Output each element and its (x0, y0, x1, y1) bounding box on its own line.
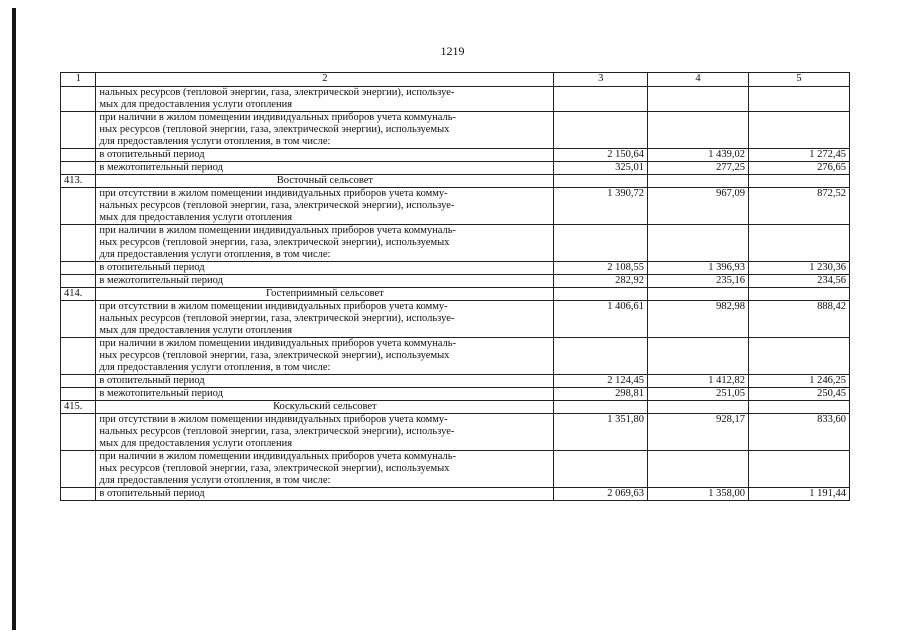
value-col-4 (648, 112, 749, 149)
value-col-4 (648, 87, 749, 112)
value-col-5: 276,65 (748, 162, 849, 175)
header-row (61, 73, 850, 87)
row-description: в отопительный период (96, 149, 554, 162)
value-col-3: 1 390,72 (554, 188, 648, 225)
value-col-4 (648, 451, 749, 488)
value-col-4: 982,98 (648, 301, 749, 338)
row-number-cell (61, 301, 96, 338)
value-col-3 (554, 338, 648, 375)
row-description: нальных ресурсов (тепловой энергии, газа, электрической энергии), используе- мых для предоставления услуги отопления (96, 87, 554, 112)
value-col-5 (748, 112, 849, 149)
section-title: Восточный сельсовет (96, 175, 554, 188)
header-cell-4: 4 (648, 73, 749, 87)
value-col-4 (648, 225, 749, 262)
table-row (61, 301, 850, 338)
section-row (61, 175, 850, 188)
table-row (61, 112, 850, 149)
value-col-3: 282,92 (554, 275, 648, 288)
tariff-table (60, 72, 850, 501)
table-row (61, 188, 850, 225)
row-number-cell (61, 488, 96, 501)
row-description: в отопительный период (96, 375, 554, 388)
row-number-cell (61, 87, 96, 112)
row-description: при отсутствии в жилом помещении индивидуальных приборов учета комму- нальных ресурсов (тепловой энергии, газа, электрической энергии), используе- мых для предоставления услуги отопления (96, 301, 554, 338)
section-empty-cell (748, 288, 849, 301)
section-empty-cell (748, 175, 849, 188)
section-empty-cell (554, 288, 648, 301)
value-col-3 (554, 225, 648, 262)
section-title: Гостеприимный сельсовет (96, 288, 554, 301)
value-col-5: 872,52 (748, 188, 849, 225)
page-number: 1219 (440, 44, 465, 58)
table-row (61, 338, 850, 375)
value-col-4: 251,05 (648, 388, 749, 401)
table-row (61, 262, 850, 275)
value-col-3: 1 406,61 (554, 301, 648, 338)
value-col-3: 2 069,63 (554, 488, 648, 501)
value-col-4: 1 412,82 (648, 375, 749, 388)
value-col-5: 250,45 (748, 388, 849, 401)
value-col-5 (748, 87, 849, 112)
section-empty-cell (554, 401, 648, 414)
row-description: в отопительный период (96, 488, 554, 501)
row-number-cell (61, 188, 96, 225)
value-col-5: 1 191,44 (748, 488, 849, 501)
table-row (61, 162, 850, 175)
table-row (61, 388, 850, 401)
table-row (61, 149, 850, 162)
table-row (61, 488, 850, 501)
table-row (61, 414, 850, 451)
value-col-5 (748, 338, 849, 375)
value-col-3: 298,81 (554, 388, 648, 401)
row-number-cell (61, 162, 96, 175)
value-col-4: 277,25 (648, 162, 749, 175)
header-cell-2: 2 (96, 73, 554, 87)
section-row (61, 288, 850, 301)
value-col-4: 1 358,00 (648, 488, 749, 501)
section-empty-cell (648, 175, 749, 188)
row-number-cell (61, 112, 96, 149)
row-description: в межотопительный период (96, 162, 554, 175)
value-col-5: 888,42 (748, 301, 849, 338)
value-col-3: 2 108,55 (554, 262, 648, 275)
row-description: в отопительный период (96, 262, 554, 275)
value-col-3 (554, 87, 648, 112)
section-empty-cell (648, 401, 749, 414)
row-number-cell (61, 338, 96, 375)
table-row (61, 275, 850, 288)
section-number: 414. (61, 288, 96, 301)
row-description: при наличии в жилом помещении индивидуальных приборов учета коммуналь- ных ресурсов (тепловой энергии, газа, электрической энергии), используемых для предоставления услуги отопления, в том числе: (96, 112, 554, 149)
table-row (61, 87, 850, 112)
table-row (61, 451, 850, 488)
row-description: при наличии в жилом помещении индивидуальных приборов учета коммуналь- ных ресурсов (тепловой энергии, газа, электрической энергии), используемых для предоставления услуги отопления, в том числе: (96, 338, 554, 375)
header-cell-1: 1 (61, 73, 96, 87)
row-number-cell (61, 451, 96, 488)
value-col-5: 1 230,36 (748, 262, 849, 275)
value-col-4 (648, 338, 749, 375)
value-col-5: 833,60 (748, 414, 849, 451)
section-number: 415. (61, 401, 96, 414)
value-col-4: 928,17 (648, 414, 749, 451)
value-col-5 (748, 225, 849, 262)
value-col-4: 1 439,02 (648, 149, 749, 162)
row-number-cell (61, 375, 96, 388)
header-cell-3: 3 (554, 73, 648, 87)
section-empty-cell (648, 288, 749, 301)
section-empty-cell (554, 175, 648, 188)
value-col-3: 325,01 (554, 162, 648, 175)
row-number-cell (61, 414, 96, 451)
value-col-3: 1 351,80 (554, 414, 648, 451)
section-empty-cell (748, 401, 849, 414)
row-number-cell (61, 388, 96, 401)
row-description: при наличии в жилом помещении индивидуальных приборов учета коммуналь- ных ресурсов (тепловой энергии, газа, электрической энергии), используемых для предоставления услуги отопления, в том числе: (96, 225, 554, 262)
row-description: при наличии в жилом помещении индивидуальных приборов учета коммуналь- ных ресурсов (тепловой энергии, газа, электрической энергии), используемых для предоставления услуги отопления, в том числе: (96, 451, 554, 488)
section-title: Коскульский сельсовет (96, 401, 554, 414)
header-cell-5: 5 (748, 73, 849, 87)
value-col-3: 2 124,45 (554, 375, 648, 388)
row-number-cell (61, 149, 96, 162)
value-col-3 (554, 451, 648, 488)
value-col-4: 1 396,93 (648, 262, 749, 275)
row-description: при отсутствии в жилом помещении индивидуальных приборов учета комму- нальных ресурсов (тепловой энергии, газа, электрической энергии), используе- мых для предоставления услуги отопления (96, 414, 554, 451)
value-col-4: 967,09 (648, 188, 749, 225)
table-row (61, 375, 850, 388)
row-description: в межотопительный период (96, 275, 554, 288)
row-description: при отсутствии в жилом помещении индивидуальных приборов учета комму- нальных ресурсов (тепловой энергии, газа, электрической энергии), используе- мых для предоставления услуги отопления (96, 188, 554, 225)
row-description: в межотопительный период (96, 388, 554, 401)
value-col-3 (554, 112, 648, 149)
value-col-5: 234,56 (748, 275, 849, 288)
row-number-cell (61, 262, 96, 275)
section-row (61, 401, 850, 414)
value-col-3: 2 150,64 (554, 149, 648, 162)
value-col-5 (748, 451, 849, 488)
value-col-4: 235,16 (648, 275, 749, 288)
scan-margin-bar (12, 8, 16, 630)
section-number: 413. (61, 175, 96, 188)
value-col-5: 1 246,25 (748, 375, 849, 388)
value-col-5: 1 272,45 (748, 149, 849, 162)
table-row (61, 225, 850, 262)
row-number-cell (61, 275, 96, 288)
row-number-cell (61, 225, 96, 262)
table-body (61, 73, 850, 501)
